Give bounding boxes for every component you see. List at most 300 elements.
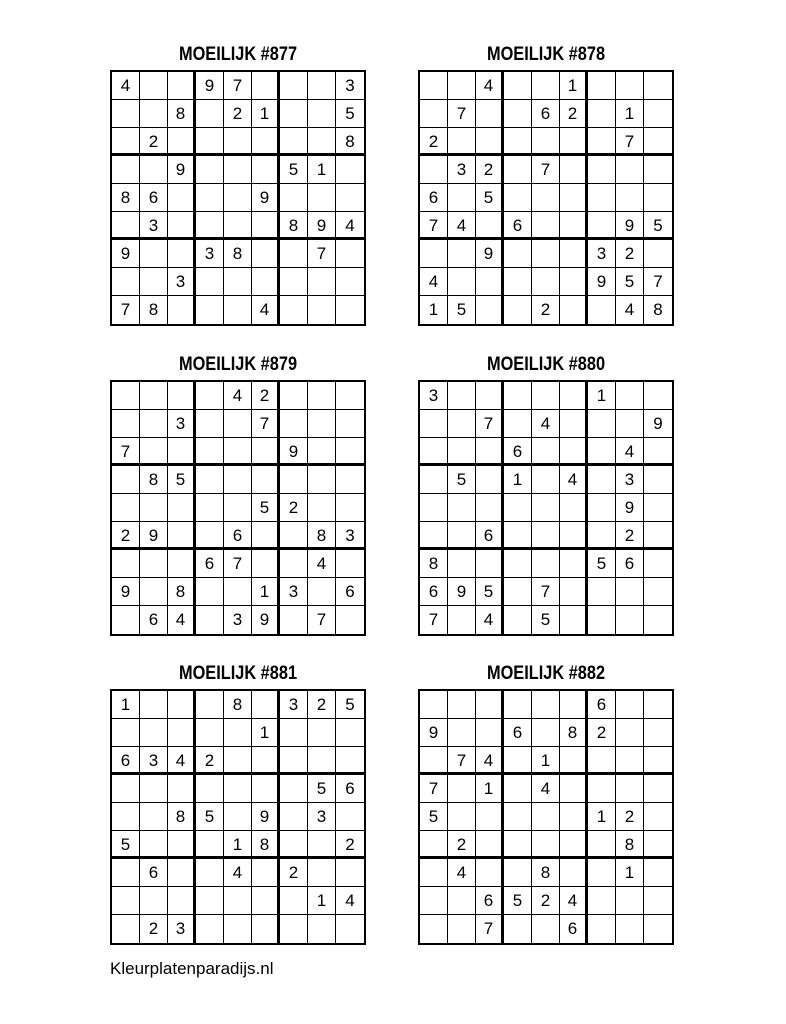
sudoku-cell: 6 bbox=[504, 719, 532, 747]
sudoku-cell: 2 bbox=[252, 382, 280, 410]
sudoku-cell bbox=[504, 240, 532, 268]
sudoku-cell: 4 bbox=[112, 72, 140, 100]
sudoku-cell bbox=[560, 494, 588, 522]
sudoku-cell: 4 bbox=[448, 212, 476, 240]
sudoku-cell: 3 bbox=[168, 268, 196, 296]
sudoku-puzzle-882 bbox=[418, 663, 674, 945]
sudoku-cell bbox=[224, 915, 252, 943]
sudoku-cell bbox=[644, 691, 672, 719]
sudoku-cell: 7 bbox=[420, 775, 448, 803]
sudoku-cell bbox=[252, 72, 280, 100]
sudoku-cell bbox=[140, 550, 168, 578]
sudoku-puzzle-877 bbox=[110, 44, 366, 326]
sudoku-cell bbox=[168, 240, 196, 268]
sudoku-cell bbox=[336, 494, 364, 522]
sudoku-cell bbox=[336, 184, 364, 212]
sudoku-cell bbox=[420, 100, 448, 128]
sudoku-cell bbox=[532, 719, 560, 747]
sudoku-cell bbox=[504, 747, 532, 775]
sudoku-cell bbox=[644, 128, 672, 156]
sudoku-cell bbox=[336, 438, 364, 466]
sudoku-cell bbox=[140, 887, 168, 915]
sudoku-cell: 4 bbox=[476, 606, 504, 634]
sudoku-cell: 8 bbox=[140, 296, 168, 324]
sudoku-cell bbox=[504, 382, 532, 410]
sudoku-cell bbox=[588, 296, 616, 324]
sudoku-cell bbox=[504, 803, 532, 831]
sudoku-cell bbox=[196, 296, 224, 324]
sudoku-cell bbox=[644, 494, 672, 522]
sudoku-cell: 3 bbox=[280, 578, 308, 606]
sudoku-cell: 4 bbox=[168, 747, 196, 775]
sudoku-cell bbox=[532, 691, 560, 719]
sudoku-cell: 1 bbox=[252, 719, 280, 747]
sudoku-cell: 6 bbox=[140, 184, 168, 212]
sudoku-cell bbox=[588, 72, 616, 100]
sudoku-cell bbox=[588, 606, 616, 634]
sudoku-cell: 2 bbox=[532, 887, 560, 915]
sudoku-cell bbox=[588, 156, 616, 184]
sudoku-cell: 4 bbox=[476, 72, 504, 100]
sudoku-cell: 6 bbox=[420, 578, 448, 606]
sudoku-cell bbox=[616, 915, 644, 943]
sudoku-cell bbox=[336, 550, 364, 578]
sudoku-cell bbox=[224, 296, 252, 324]
sudoku-cell bbox=[196, 382, 224, 410]
sudoku-cell bbox=[504, 691, 532, 719]
sudoku-cell bbox=[560, 606, 588, 634]
sudoku-cell: 3 bbox=[336, 522, 364, 550]
sudoku-cell bbox=[196, 578, 224, 606]
sudoku-cell bbox=[448, 887, 476, 915]
sudoku-cell: 5 bbox=[448, 466, 476, 494]
sudoku-cell bbox=[616, 410, 644, 438]
sudoku-cell bbox=[112, 382, 140, 410]
sudoku-cell bbox=[504, 831, 532, 859]
sudoku-cell bbox=[560, 296, 588, 324]
sudoku-cell: 2 bbox=[280, 859, 308, 887]
sudoku-cell: 1 bbox=[560, 72, 588, 100]
sudoku-cell: 2 bbox=[560, 100, 588, 128]
puzzle-title: MOEILIJK #880 bbox=[486, 354, 606, 375]
sudoku-cell bbox=[448, 691, 476, 719]
sudoku-cell bbox=[476, 438, 504, 466]
sudoku-cell: 3 bbox=[196, 240, 224, 268]
sudoku-cell bbox=[420, 831, 448, 859]
sudoku-cell bbox=[140, 410, 168, 438]
sudoku-cell bbox=[336, 606, 364, 634]
sudoku-cell bbox=[224, 494, 252, 522]
sudoku-cell: 3 bbox=[616, 466, 644, 494]
sudoku-cell bbox=[224, 410, 252, 438]
sudoku-cell bbox=[308, 72, 336, 100]
sudoku-cell bbox=[644, 775, 672, 803]
sudoku-cell bbox=[140, 438, 168, 466]
sudoku-cell bbox=[168, 719, 196, 747]
sudoku-cell bbox=[532, 184, 560, 212]
sudoku-cell bbox=[420, 72, 448, 100]
sudoku-cell: 2 bbox=[616, 240, 644, 268]
sudoku-cell: 1 bbox=[476, 775, 504, 803]
sudoku-cell bbox=[588, 915, 616, 943]
sudoku-cell bbox=[168, 550, 196, 578]
sudoku-cell bbox=[280, 550, 308, 578]
sudoku-cell bbox=[196, 466, 224, 494]
sudoku-cell bbox=[504, 494, 532, 522]
sudoku-cell: 4 bbox=[224, 859, 252, 887]
sudoku-cell bbox=[560, 184, 588, 212]
sudoku-cell bbox=[308, 268, 336, 296]
sudoku-cell bbox=[224, 747, 252, 775]
sudoku-cell bbox=[196, 859, 224, 887]
sudoku-cell bbox=[420, 240, 448, 268]
sudoku-cell bbox=[504, 606, 532, 634]
sudoku-cell: 3 bbox=[140, 747, 168, 775]
sudoku-cell: 4 bbox=[336, 212, 364, 240]
sudoku-cell: 2 bbox=[112, 522, 140, 550]
sudoku-cell: 7 bbox=[476, 410, 504, 438]
sudoku-cell bbox=[252, 268, 280, 296]
sudoku-cell bbox=[420, 156, 448, 184]
sudoku-cell: 1 bbox=[532, 747, 560, 775]
sudoku-cell: 1 bbox=[112, 691, 140, 719]
sudoku-cell bbox=[168, 494, 196, 522]
sudoku-cell bbox=[336, 466, 364, 494]
sudoku-cell bbox=[532, 803, 560, 831]
sudoku-cell bbox=[140, 578, 168, 606]
sudoku-cell bbox=[448, 410, 476, 438]
sudoku-cell: 7 bbox=[448, 747, 476, 775]
sudoku-cell bbox=[560, 831, 588, 859]
sudoku-cell bbox=[504, 72, 532, 100]
sudoku-cell: 3 bbox=[420, 382, 448, 410]
sudoku-cell: 5 bbox=[448, 296, 476, 324]
sudoku-cell bbox=[224, 803, 252, 831]
sudoku-cell: 9 bbox=[448, 578, 476, 606]
sudoku-cell: 6 bbox=[224, 522, 252, 550]
puzzle-title: MOEILIJK #881 bbox=[178, 663, 298, 684]
sudoku-cell bbox=[196, 184, 224, 212]
sudoku-cell: 7 bbox=[448, 100, 476, 128]
sudoku-cell bbox=[224, 156, 252, 184]
sudoku-cell: 2 bbox=[588, 719, 616, 747]
sudoku-cell bbox=[420, 747, 448, 775]
sudoku-cell bbox=[280, 887, 308, 915]
sudoku-cell: 3 bbox=[588, 240, 616, 268]
sudoku-cell bbox=[280, 719, 308, 747]
sudoku-cell bbox=[196, 212, 224, 240]
sudoku-cell bbox=[308, 128, 336, 156]
sudoku-cell: 4 bbox=[420, 268, 448, 296]
sudoku-cell bbox=[308, 296, 336, 324]
sudoku-cell bbox=[336, 915, 364, 943]
sudoku-cell bbox=[308, 184, 336, 212]
sudoku-cell bbox=[280, 775, 308, 803]
sudoku-cell bbox=[616, 382, 644, 410]
sudoku-cell bbox=[168, 831, 196, 859]
sudoku-cell: 6 bbox=[504, 212, 532, 240]
sudoku-cell bbox=[420, 466, 448, 494]
sudoku-cell bbox=[504, 550, 532, 578]
sudoku-cell: 2 bbox=[140, 915, 168, 943]
sudoku-cell bbox=[560, 156, 588, 184]
sudoku-grid bbox=[110, 689, 366, 945]
sudoku-cell bbox=[476, 382, 504, 410]
sudoku-cell bbox=[448, 550, 476, 578]
sudoku-cell: 6 bbox=[560, 915, 588, 943]
sudoku-cell bbox=[252, 859, 280, 887]
sudoku-cell bbox=[504, 100, 532, 128]
sudoku-cell bbox=[616, 719, 644, 747]
sudoku-cell: 6 bbox=[588, 691, 616, 719]
sudoku-cell bbox=[616, 887, 644, 915]
sudoku-cell: 1 bbox=[588, 382, 616, 410]
sudoku-cell bbox=[616, 156, 644, 184]
sudoku-cell: 4 bbox=[560, 466, 588, 494]
sudoku-cell bbox=[224, 887, 252, 915]
sudoku-cell: 5 bbox=[336, 691, 364, 719]
sudoku-cell: 7 bbox=[308, 240, 336, 268]
sudoku-cell: 7 bbox=[616, 128, 644, 156]
sudoku-cell bbox=[252, 212, 280, 240]
sudoku-cell: 9 bbox=[140, 522, 168, 550]
sudoku-cell bbox=[112, 550, 140, 578]
sudoku-grid bbox=[418, 380, 674, 636]
sudoku-cell bbox=[112, 915, 140, 943]
sudoku-cell bbox=[448, 775, 476, 803]
sudoku-cell: 8 bbox=[653, 300, 663, 319]
sudoku-cell bbox=[224, 184, 252, 212]
sudoku-cell: 7 bbox=[476, 915, 504, 943]
sudoku-cell: 2 bbox=[532, 296, 560, 324]
sudoku-cell bbox=[644, 859, 672, 887]
sudoku-cell: 5 bbox=[308, 775, 336, 803]
sudoku-cell bbox=[644, 803, 672, 831]
sudoku-cell: 5 bbox=[112, 831, 140, 859]
sudoku-cell bbox=[504, 775, 532, 803]
sudoku-cell bbox=[308, 100, 336, 128]
sudoku-cell bbox=[532, 831, 560, 859]
sudoku-cell: 2 bbox=[280, 494, 308, 522]
sudoku-cell bbox=[280, 128, 308, 156]
sudoku-cell bbox=[168, 887, 196, 915]
sudoku-cell: 5 bbox=[532, 606, 560, 634]
sudoku-cell bbox=[280, 522, 308, 550]
sudoku-cell: 6 bbox=[112, 747, 140, 775]
sudoku-cell bbox=[616, 747, 644, 775]
sudoku-cell: 5 bbox=[336, 100, 364, 128]
sudoku-cell: 7 bbox=[420, 212, 448, 240]
sudoku-cell bbox=[560, 691, 588, 719]
sudoku-cell bbox=[112, 887, 140, 915]
sudoku-cell bbox=[308, 438, 336, 466]
sudoku-cell bbox=[448, 268, 476, 296]
sudoku-cell bbox=[224, 578, 252, 606]
sudoku-cell bbox=[168, 72, 196, 100]
sudoku-cell bbox=[196, 522, 224, 550]
sudoku-cell bbox=[448, 522, 476, 550]
sudoku-cell bbox=[168, 522, 196, 550]
sudoku-cell bbox=[644, 887, 672, 915]
sudoku-puzzle-881 bbox=[110, 663, 366, 945]
sudoku-cell bbox=[644, 466, 672, 494]
sudoku-cell bbox=[140, 775, 168, 803]
sudoku-cell bbox=[476, 296, 504, 324]
sudoku-cell bbox=[112, 719, 140, 747]
sudoku-cell bbox=[336, 156, 364, 184]
sudoku-cell bbox=[252, 887, 280, 915]
sudoku-cell: 9 bbox=[616, 212, 644, 240]
sudoku-cell bbox=[588, 887, 616, 915]
sudoku-cell bbox=[252, 128, 280, 156]
sudoku-cell bbox=[560, 240, 588, 268]
sudoku-cell bbox=[280, 382, 308, 410]
sudoku-cell: 1 bbox=[308, 887, 336, 915]
puzzle-title: MOEILIJK #879 bbox=[178, 354, 298, 375]
sudoku-cell: 6 bbox=[140, 859, 168, 887]
sudoku-cell bbox=[532, 915, 560, 943]
sudoku-cell bbox=[588, 578, 616, 606]
sudoku-cell bbox=[112, 606, 140, 634]
sudoku-cell: 9 bbox=[252, 606, 280, 634]
sudoku-cell bbox=[252, 240, 280, 268]
sudoku-cell bbox=[504, 184, 532, 212]
sudoku-cell: 9 bbox=[588, 268, 616, 296]
sudoku-cell bbox=[336, 803, 364, 831]
sudoku-cell bbox=[224, 438, 252, 466]
sudoku-cell: 2 bbox=[308, 691, 336, 719]
sudoku-cell bbox=[112, 494, 140, 522]
sudoku-cell: 9 bbox=[280, 438, 308, 466]
sudoku-cell bbox=[532, 128, 560, 156]
sudoku-cell bbox=[336, 410, 364, 438]
sudoku-cell: 5 bbox=[588, 550, 616, 578]
sudoku-grid bbox=[110, 380, 366, 636]
sudoku-cell bbox=[560, 747, 588, 775]
sudoku-cell bbox=[252, 466, 280, 494]
sudoku-cell bbox=[644, 382, 672, 410]
sudoku-cell bbox=[476, 831, 504, 859]
sudoku-cell bbox=[588, 775, 616, 803]
sudoku-cell: 9 bbox=[252, 184, 280, 212]
sudoku-cell bbox=[252, 915, 280, 943]
sudoku-cell: 9 bbox=[168, 156, 196, 184]
sudoku-cell bbox=[420, 438, 448, 466]
sudoku-cell: 8 bbox=[168, 100, 196, 128]
sudoku-cell bbox=[112, 859, 140, 887]
sudoku-cell: 9 bbox=[644, 410, 672, 438]
sudoku-cell bbox=[560, 382, 588, 410]
sudoku-cell bbox=[532, 494, 560, 522]
sudoku-cell bbox=[560, 128, 588, 156]
sudoku-cell: 9 bbox=[252, 803, 280, 831]
sudoku-cell: 7 bbox=[532, 578, 560, 606]
sudoku-cell bbox=[616, 606, 644, 634]
sudoku-cell bbox=[308, 747, 336, 775]
sudoku-cell bbox=[168, 691, 196, 719]
sudoku-cell bbox=[476, 719, 504, 747]
sudoku-cell bbox=[504, 859, 532, 887]
sudoku-cell bbox=[252, 775, 280, 803]
sudoku-cell bbox=[336, 382, 364, 410]
sudoku-cell bbox=[532, 212, 560, 240]
sudoku-cell bbox=[252, 522, 280, 550]
sudoku-cell bbox=[532, 268, 560, 296]
sudoku-cell bbox=[308, 382, 336, 410]
sudoku-cell: 8 bbox=[560, 719, 588, 747]
sudoku-cell bbox=[644, 606, 672, 634]
sudoku-cell bbox=[476, 803, 504, 831]
sudoku-cell bbox=[140, 803, 168, 831]
sudoku-cell bbox=[644, 719, 672, 747]
sudoku-cell bbox=[308, 578, 336, 606]
sudoku-cell bbox=[168, 212, 196, 240]
sudoku-cell: 5 bbox=[476, 578, 504, 606]
sudoku-cell bbox=[644, 550, 672, 578]
sudoku-cell bbox=[448, 128, 476, 156]
sudoku-cell: 7 bbox=[644, 268, 672, 296]
sudoku-cell bbox=[308, 859, 336, 887]
sudoku-cell bbox=[168, 128, 196, 156]
sudoku-cell bbox=[532, 522, 560, 550]
sudoku-cell bbox=[616, 72, 644, 100]
sudoku-cell bbox=[112, 212, 140, 240]
sudoku-cell bbox=[196, 494, 224, 522]
sudoku-cell bbox=[280, 831, 308, 859]
sudoku-cell bbox=[140, 719, 168, 747]
sudoku-cell bbox=[140, 100, 168, 128]
sudoku-cell bbox=[308, 915, 336, 943]
sudoku-cell: 7 bbox=[252, 410, 280, 438]
sudoku-cell bbox=[112, 466, 140, 494]
sudoku-cell: 1 bbox=[616, 859, 644, 887]
sudoku-cell: 4 bbox=[532, 410, 560, 438]
sudoku-cell bbox=[616, 184, 644, 212]
sudoku-cell: 7 bbox=[308, 606, 336, 634]
sudoku-cell bbox=[588, 184, 616, 212]
sudoku-cell bbox=[504, 915, 532, 943]
sudoku-cell bbox=[224, 466, 252, 494]
sudoku-cell bbox=[504, 578, 532, 606]
sudoku-cell: 9 bbox=[616, 494, 644, 522]
sudoku-cell: 1 bbox=[616, 100, 644, 128]
sudoku-cell: 4 bbox=[532, 775, 560, 803]
sudoku-cell bbox=[504, 410, 532, 438]
sudoku-cell bbox=[280, 240, 308, 268]
sudoku-cell: 2 bbox=[196, 747, 224, 775]
sudoku-cell bbox=[504, 296, 532, 324]
sudoku-cell bbox=[308, 494, 336, 522]
sudoku-cell: 2 bbox=[336, 831, 364, 859]
sudoku-cell: 4 bbox=[308, 550, 336, 578]
sudoku-cell: 8 bbox=[224, 691, 252, 719]
sudoku-cell: 8 bbox=[308, 522, 336, 550]
sudoku-cell bbox=[112, 156, 140, 184]
sudoku-cell bbox=[644, 184, 672, 212]
sudoku-cell: 2 bbox=[448, 831, 476, 859]
sudoku-cell: 4 bbox=[336, 887, 364, 915]
sudoku-cell: 2 bbox=[616, 803, 644, 831]
sudoku-cell: 3 bbox=[140, 212, 168, 240]
sudoku-cell: 5 bbox=[504, 887, 532, 915]
sudoku-cell: 3 bbox=[336, 72, 364, 100]
sudoku-cell bbox=[448, 382, 476, 410]
sudoku-cell bbox=[308, 410, 336, 438]
sudoku-cell bbox=[560, 578, 588, 606]
sudoku-cell: 8 bbox=[168, 803, 196, 831]
sudoku-cell: 6 bbox=[616, 550, 644, 578]
sudoku-cell bbox=[168, 775, 196, 803]
